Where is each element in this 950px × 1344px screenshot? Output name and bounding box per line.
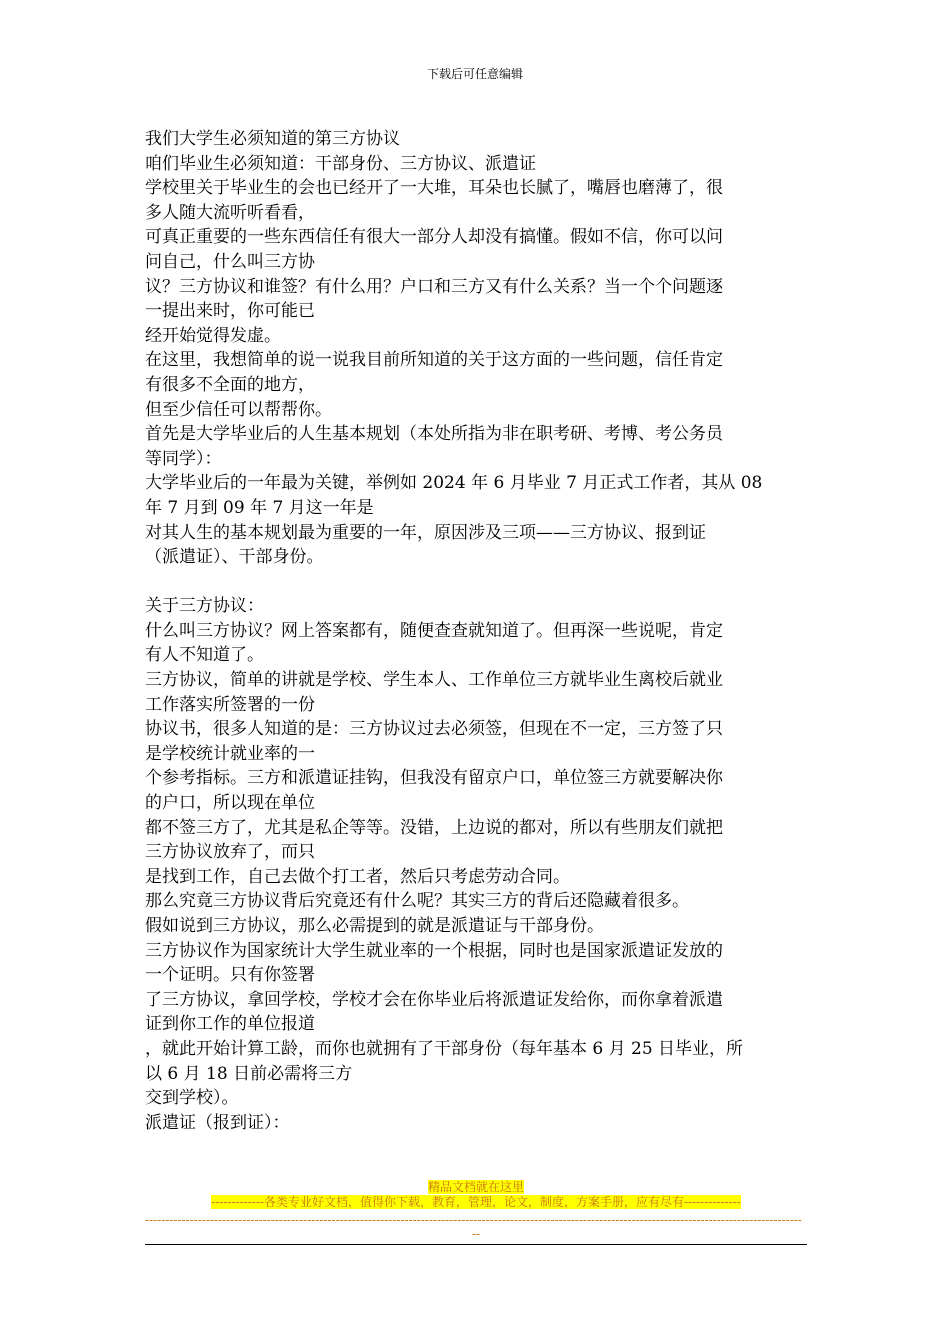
text-line: 等同学）：	[145, 448, 222, 469]
text-line: 三方协议作为国家统计大学生就业率的一个根据，同时也是国家派遣证发放的	[145, 940, 723, 961]
blank-line	[145, 570, 807, 595]
text-line: 交到学校）。	[145, 1088, 239, 1109]
text-line: 年 7 月到 09 年 7 月这一年是	[145, 497, 374, 518]
text-line: 一个证明。只有你签署	[145, 965, 315, 986]
text-line: 在这里，我想简单的说一说我目前所知道的关于这方面的一些问题，信任肯定	[145, 350, 723, 371]
text-line: 了三方协议，拿回学校，学校才会在你毕业后将派遣证发给你，而你拿着派遣	[145, 989, 723, 1010]
footer-banner	[145, 1180, 807, 1210]
text-line: 三方协议放弃了，而只	[145, 842, 315, 863]
text-line: 一提出来时，你可能已	[145, 301, 315, 322]
text-line: （派遣证）、干部身份。	[145, 547, 324, 568]
text-line: 工作落实所签署的一份	[145, 694, 315, 715]
document-body	[145, 127, 807, 1135]
text-line: 可真正重要的一些东西信任有很大一部分人却没有搞懂。假如不信，你可以问	[145, 227, 723, 248]
text-line: 是学校统计就业率的一	[145, 743, 315, 764]
text-line: 议？三方协议和谁签？有什么用？户口和三方又有什么关系？当一个个问题逐	[145, 276, 723, 297]
page-header	[0, 66, 950, 82]
text-line: 大学毕业后的一年最为关键，举例如 2024 年 6 月毕业 7 月正式工作者，其从 08	[145, 473, 763, 494]
text-line: 是找到工作，自己去做个打工者，然后只考虑劳动合同。	[145, 866, 570, 887]
text-line: 我们大学生必须知道的第三方协议	[145, 129, 400, 149]
text-line: 那么究竟三方协议背后究竟还有什么呢？其实三方的背后还隐藏着很多。	[145, 891, 689, 912]
text-line: 假如说到三方协议，那么必需提到的就是派遣证与干部身份。	[145, 916, 604, 936]
footer-dash-tail: --	[471, 1227, 481, 1241]
text-line: 首先是大学毕业后的人生基本规划（本处所指为非在职考研、考博、考公务员	[145, 424, 723, 445]
footer-title: 精品文档就在这里	[427, 1180, 524, 1194]
text-line: 咱们毕业生必须知道：干部身份、三方协议、派遣证	[145, 153, 536, 174]
text-line: 协议书，很多人知道的是：三方协议过去必须签，但现在不一定，三方签了只	[145, 719, 723, 740]
text-line: 对其人生的基本规划最为重要的一年，原因涉及三项——三方协议、报到证	[145, 522, 706, 543]
text-line: 学校里关于毕业生的会也已经开了一大堆，耳朵也长腻了，嘴唇也磨薄了，很	[145, 178, 723, 199]
text-line: 个参考指标。三方和派遣证挂钩，但我没有留京户口，单位签三方就要解决你	[145, 768, 723, 789]
text-line: 什么叫三方协议？网上答案都有，随便查查就知道了。但再深一些说呢，肯定	[145, 620, 723, 641]
text-line: 经开始觉得发虚。	[145, 325, 281, 346]
footer-dash-line: ------------------------------------------------------------------------------------------------------------------------------------------------------------------	[145, 1214, 802, 1227]
text-line: 有人不知道了。	[145, 645, 264, 666]
footer-rule	[145, 1244, 807, 1245]
text-line: 以 6 月 18 日前必需将三方	[145, 1063, 353, 1084]
text-line: 多人随大流听听看看，	[145, 202, 315, 223]
text-line: 派遣证（报到证）：	[145, 1112, 290, 1133]
text-line: ，就此开始计算工龄，而你也就拥有了干部身份（每年基本 6 月 25 日毕业，所	[145, 1038, 744, 1059]
text-line: 的户口，所以现在单位	[145, 793, 315, 814]
text-line: 关于三方协议：	[145, 596, 264, 617]
text-line: 都不签三方了，尤其是私企等等。没错，上边说的都对，所以有些朋友们就把	[145, 817, 723, 838]
header-text: 下载后可任意编辑	[426, 67, 523, 81]
text-line: 问自己，什么叫三方协	[145, 251, 315, 272]
text-line: 证到你工作的单位报道	[145, 1014, 315, 1035]
footer-subtitle: -------------各类专业好文档，值得你下载，教育，管理，论文，制度，方案手册，应有尽有--------------	[211, 1195, 741, 1209]
text-line: 三方协议，简单的讲就是学校、学生本人、工作单位三方就毕业生离校后就业	[145, 670, 723, 691]
text-line: 有很多不全面的地方，	[145, 374, 315, 395]
text-line: 但至少信任可以帮帮你。	[145, 399, 332, 420]
